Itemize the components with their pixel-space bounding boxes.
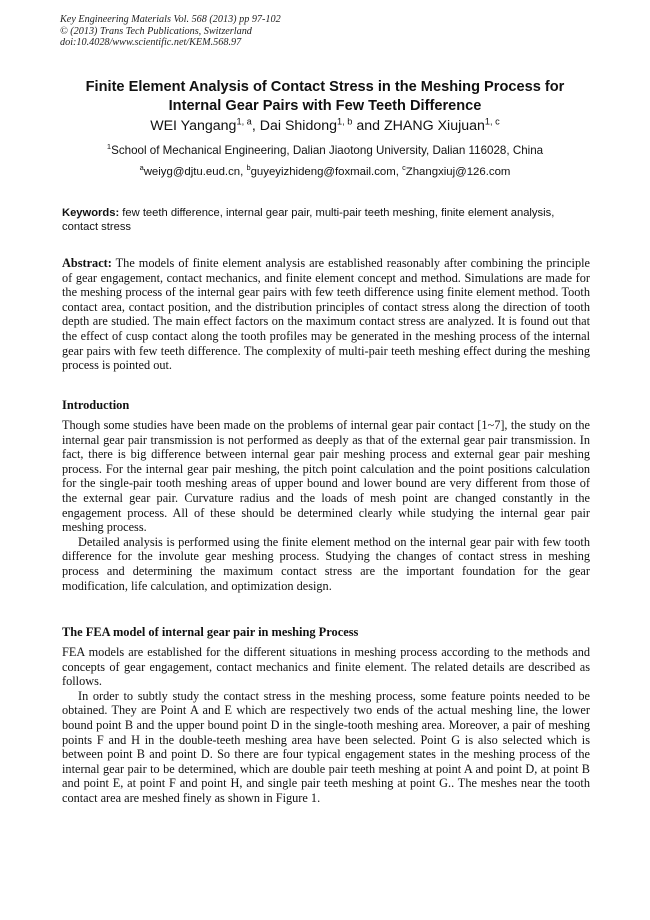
author-1: WEI Yangang [150, 118, 237, 134]
paper-title [40, 78, 610, 115]
author-list [40, 117, 610, 135]
doi-line: doi:10.4028/www.scientific.net/KEM.568.97 [60, 37, 242, 49]
keywords [62, 206, 590, 235]
email-a: weiyg@djtu.eud.cn, [143, 166, 247, 178]
journal-header [60, 14, 281, 49]
author-sep-1: , [251, 118, 260, 134]
abstract [62, 256, 590, 373]
keywords-label: Keywords: [62, 207, 120, 219]
email-a-marker: a [139, 163, 144, 173]
author-3-affil: 1, c [484, 116, 500, 127]
journal-citation: Key Engineering Materials Vol. 568 (2013) pp 97-102 [60, 14, 281, 25]
section-heading-introduction: Introduction [62, 398, 130, 412]
title-line-1: Finite Element Analysis of Contact Stress in the Meshing Process for [85, 79, 565, 95]
email-c-marker: c [402, 163, 406, 173]
copyright-line: © (2013) Trans Tech Publications, Switzerland [60, 25, 252, 37]
fea-paragraph-1: FEA models are established for the different situations in meshing process according to the methods and concepts of gear engagement, contact mechanics and finite element. The related details are described as follows. [62, 645, 590, 689]
author-1-affil: 1, a [236, 116, 252, 127]
author-2: Dai Shidong [259, 118, 338, 134]
email-b-marker: b [246, 163, 251, 173]
abstract-text: The models of finite element analysis are established reasonably after combining the principle of gear engagement, contact mechanics, and finite element concept and method. Simulations are made for the meshing process of the internal gear pairs with few teeth difference using finite element method. Tooth contact area, contact position, and the distribution principles of contact stress along the direction of tooth depth are studied. The main effect factors on the maximum contact stress are analyzed. It is found out that the effect of cusp contact along the tooth profiles may be generated in the meshing process of the internal gear pairs with few teeth difference. The complexity of multi-pair teeth meshing effect during the meshing process is pointed out. [62, 256, 590, 373]
title-line-2: Internal Gear Pairs with Few Teeth Difference [168, 97, 482, 114]
author-emails [40, 165, 610, 179]
affiliation-text: School of Mechanical Engineering, Dalian Jiaotong University, Dalian 116028, China [111, 144, 544, 157]
keywords-text: few teeth difference, internal gear pair, multi-pair teeth meshing, finite element analysis, contact stress [62, 207, 555, 234]
fea-paragraph-2: In order to subtly study the contact stress in the meshing process, some feature points needed to be obtained. They are Point A and E which are respectively two ends of the actual meshing line, the lower bound point B and the upper bound point D in the single-tooth meshing area. Moreover, a pair of meshing points F and H in the double-teeth meshing area have been selected. Point G is also selected which is between point B and point D. So there are four typical engagement states in the meshing process of the internal gear pair to be determined, which are double pair teeth meshing at point A and point D, at point B and point E, at point F and point H, and single pair teeth meshing at point G.. The meshes near the tooth contact area are meshed finely as shown in Figure 1. [62, 688, 590, 805]
affiliation [40, 144, 610, 158]
author-sep-2: and [352, 118, 384, 134]
intro-paragraph-1: Though some studies have been made on the problems of internal gear pair contact [1~7], the study on the internal gear pair transmission is not performed as deeply as that of the external gear pair transmission. In fact, there is big difference between internal gear pair meshing process and external gear pair meshing process. For the internal gear pair meshing, the pitch point calculation and the point positions calculation for the single-pair tooth meshing areas of upper bound and lower bound are very different from those of the external gear pair. Curvature radius and the loads of mesh point are changed constantly in the engagement process. All of these should be determined clearly while studying the internal gear pair meshing process. [62, 418, 590, 535]
abstract-label: Abstract: [62, 256, 112, 270]
affiliation-marker: 1 [106, 142, 112, 152]
email-c: Zhangxiuj@126.com [405, 166, 511, 178]
author-2-affil: 1, b [337, 116, 353, 127]
section-heading-fea-model: The FEA model of internal gear pair in meshing Process [62, 625, 359, 639]
author-3: ZHANG Xiujuan [383, 118, 485, 134]
intro-paragraph-2: Detailed analysis is performed using the finite element method on the internal gear pair with few tooth difference for the involute gear meshing process. Studying the changes of contact stress in meshing process and determining the maximum contact stress are the important foundation for the gear modification, life calculation, and optimization design. [62, 534, 590, 593]
email-b: guyeyizhideng@foxmail.com, [250, 166, 403, 178]
fea-section-body [62, 645, 590, 806]
introduction-body [62, 418, 590, 593]
